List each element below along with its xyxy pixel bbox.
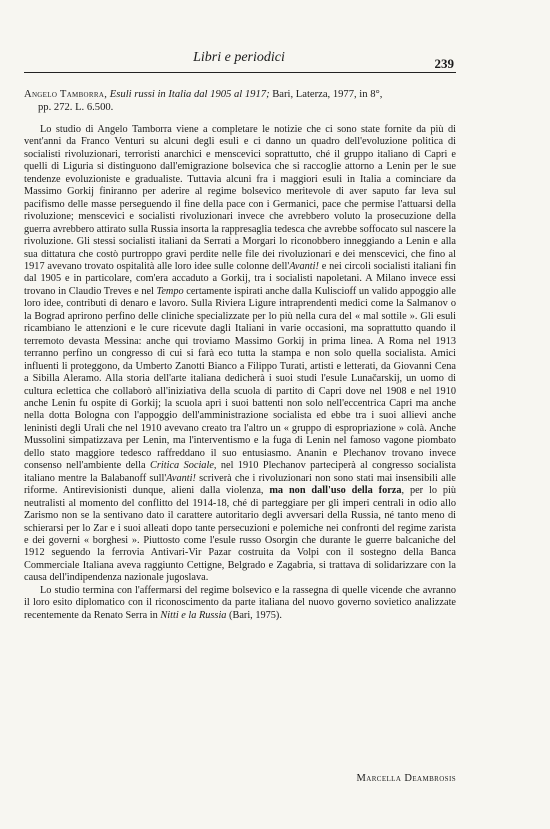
body-text-segment: scriverà che i rivoluzionari non sono stati mai insensibili alle riforme. Antirevisionisti dunque, alieni dalla violenza, — [24, 472, 456, 497]
italic-text: Avanti! — [166, 472, 196, 484]
review-body — [24, 124, 456, 622]
italic-text: Critica Sociale — [150, 460, 214, 472]
body-text-segment: , per lo più neutralisti al momento del conflitto del 1914-18, ché di parteggiare per gli imperi centrali in odio allo Zarismo non se la sentivano dato il carattere autoritario degli avversari della Russia, né tanto meno di schierarsi per lo Zar e i suoi alleati dopo tante persecuzioni e polemiche nei confronti del regime zarista e dei governi « borghesi ». Piuttosto come l'esule russo Osorgin che durante le guerre balcaniche del 1912 seguendo la ferrovia Antivari-Vir Pazar costruita da Volpi con il sostegno della Banca Commerciale Italiana aveva raggiunto Cettigne, Belgrado e Zagabria, si trattava di solidarizzare con la causa dell'indipendenza nazionale jugoslava. — [24, 485, 456, 584]
italic-text: Nitti e la Russia — [160, 609, 227, 621]
citation-pages-price: pp. 272. L. 6.500. — [38, 102, 114, 113]
running-head — [24, 50, 454, 72]
running-title: Libri e periodici — [193, 50, 285, 65]
body-text-segment: Lo studio termina con l'affermarsi del regime bolsevico e la rassegna di quelle vicende che avranno il loro esito diplomatico con il riconoscimento da parte italiana del nuovo governo sovietico analizzate recentemente da Renato Serra in — [24, 584, 456, 621]
body-text-segment: , nel 1910 Plechanov parteciperà al congresso socialista italiano mentre la Balabanoff sull' — [24, 460, 456, 484]
citation-author: Angelo Tamborra, — [24, 89, 108, 100]
bold-text: ma non dall'uso della forza — [269, 485, 402, 497]
book-citation — [24, 88, 456, 114]
citation-publisher: Bari, Laterza, 1977, in 8°, — [269, 89, 383, 100]
body-text-segment: (Bari, 1975). — [226, 609, 282, 621]
reviewer-signature: Marcella Deambrosis — [356, 773, 456, 784]
italic-text: Tempo — [156, 285, 184, 297]
body-text-segment: certamente ispirati anche dalla Kuliscioff un valido appoggio alle loro idee, contributi di denaro e lavoro. Sulla Riviera Ligure intraprendenti medici come la Salmanov o la Bograd aprirono perfino delle cliniche specializzate per lo più nella cura del « mal sottile ». Gli esuli ricambiano le attenzioni e le cure ricevute dagli Italiani in varie occasioni, ma soprattutto quando il terremoto devasta Messina: anche qui troviamo Massimo Gorkij in prima linea. A Roma nel 1913 terranno perfino un congresso di cui si farà eco tutta la stampa e non solo quella socialista. Amici influenti li proteggono, da Umberto Zanotti Bianco a Filippo Turati, artisti e letterati, da Giovanni Cena a Sibilla Aleramo. Alla storia dell'arte italiana dedicherà i suoi studi l'esule Lunačarskij, un uomo di cultura eclettica che collaborò all'iniziativa della scuola di partito di Capri dove nel 1908 e nel 1910 anche Lenin fu ospite di Gorkij; la scuola aprì i suoi battenti non solo nell'eccentrica Capri ma anche nella dotta Bologna con l'appoggio dell'amministrazione socialista ed ebbe tra i suoi allievi anche leninisti degli Urali che nel 1910 avevano creato tra l'altro un « gruppo di espropriazione » colà. Anche Mussolini simpatizzava per Lenin, ma l'interventismo e la fuga di Lenin nel famoso vagone piombato dello stato maggiore tedesco raffreddano il suo entusiasmo. Ananin e Plechanov trovano invece consenso nell'ambiente della — [24, 285, 456, 472]
italic-text: Avanti! — [289, 260, 319, 272]
body-text-segment: e nei circoli socialisti italiani fin dal 1905 e in particolare, com'era accaduto a Gorkij, tra i socialisti napoletani. A Milano invece essi trovano in Claudio Treves e nel — [24, 260, 456, 297]
body-text-segment: Lo studio di Angelo Tamborra viene a completare le notizie che ci sono state fornite da più di vent'anni da Franco Venturi su alcuni degli esuli e ci danno un quadro dell'evoluzione politica di socialisti rivoluzionari, terroristi anarchici e menscevici soprattutto, ché il gruppo italiano di Capri e quelli di Liguria si distinguono dall'emigrazione bolsevica che si raccoglie attorno a Lenin per le sue tendenze evoluzioniste e gradualiste. Tuttavia alcuni fra i maggiori esuli in Italia a cominciare da Massimo Gorkij finiranno per aderire al regime bolsevico meritevole di aver saputo far leva sul pacifismo delle masse perseguendo il fine della pace con i Germanici, pace che permise l'attuarsi della rivoluzione; menscevici e socialisti rivoluzionari invece che avrebbero voluto la prosecuzione della guerra avrebbero attirato sulla Russia insorta la rappresaglia tedesca che avrebbe soffocato sul nascere la rivoluzione. Gli stessi socialisti italiani da Serrati a Morgari lo riconobbero inneggiando a Lenin e alla sua dittatura che costò purtroppo gravi perdite nelle file dei rivoluzionari e dei menscevici, che fino al 1917 avevano trovato ospitalità alle loro idee sulle colonne dell' — [24, 124, 456, 272]
page-number: 239 — [434, 56, 454, 71]
header-rule — [24, 72, 456, 73]
citation-title: Esuli russi in Italia dal 1905 al 1917; — [109, 89, 270, 100]
review-paragraph — [24, 585, 456, 622]
